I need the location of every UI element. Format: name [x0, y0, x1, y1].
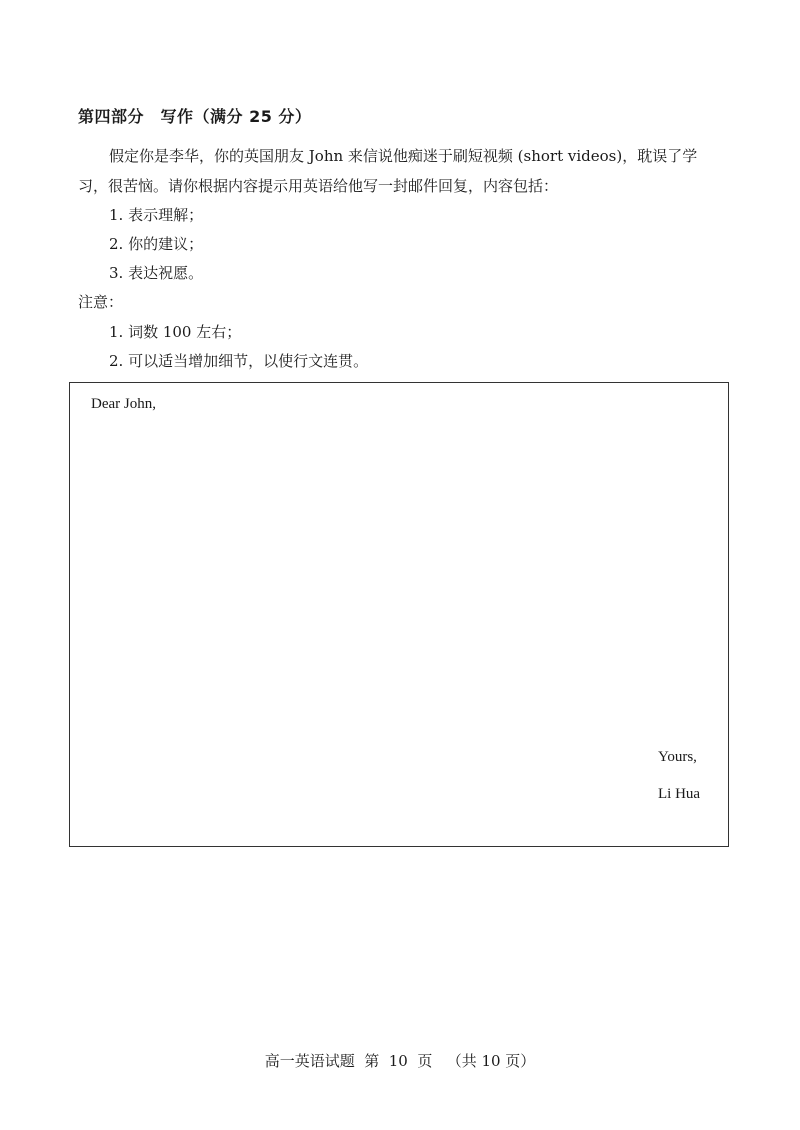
section-title: 第四部分 写作（满分 25 分） — [78, 107, 312, 126]
content-point-2: 2. 你的建议； — [109, 235, 204, 253]
content-point-3: 3. 表达祝愿。 — [109, 264, 204, 282]
note-2: 2. 可以适当增加细节，以使行文连贯。 — [109, 352, 369, 370]
content-point-1: 1. 表示理解； — [109, 206, 204, 224]
note-1: 1. 词数 100 左右； — [109, 323, 242, 341]
page-footer: 高一英语试题 第 10 页 （共 10 页） — [264, 1052, 536, 1070]
notes-label: 注意： — [78, 293, 124, 311]
answer-box[interactable] — [69, 382, 729, 847]
closing: Yours, — [658, 749, 697, 765]
task-prompt: 假定你是李华，你的英国朋友 John 来信说他痴迷于刷短视频 (short videos)，耽误了学习，很苦恼。请你根据内容提示用英语给他写一封邮件回复，内容包括： — [78, 147, 698, 195]
signature: Li Hua — [658, 786, 701, 802]
salutation: Dear John, — [91, 396, 156, 412]
